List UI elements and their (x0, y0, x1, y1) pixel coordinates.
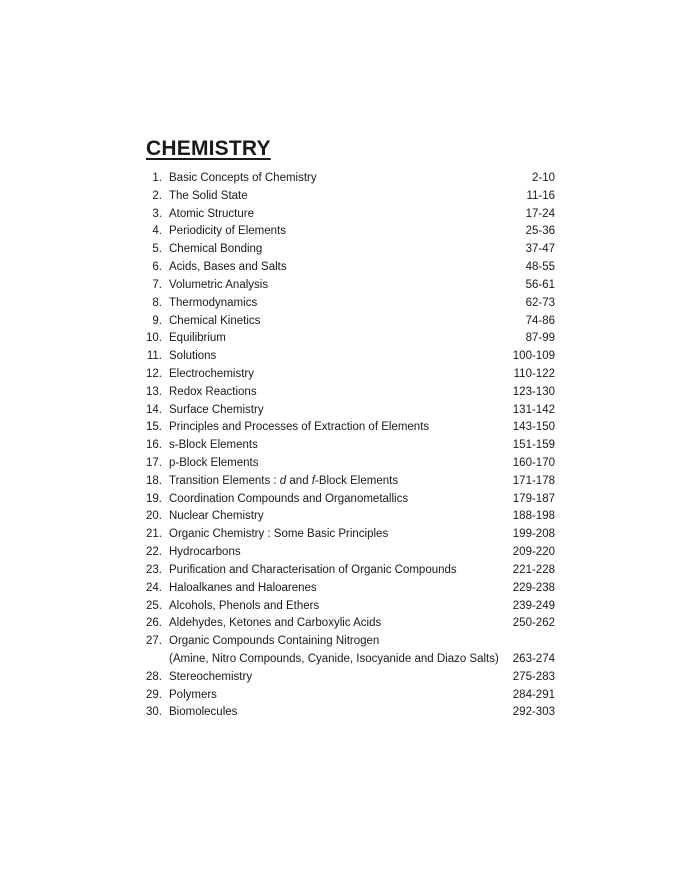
toc-row (146, 508, 555, 526)
chapter-pages: 37-47 (525, 243, 555, 256)
toc-row-continuation (146, 651, 555, 669)
chapter-pages: 221-228 (512, 563, 555, 576)
chapter-pages: 171-178 (512, 474, 555, 487)
chapter-title: Redox Reactions (169, 385, 257, 398)
chapter-number: 26. (146, 617, 162, 630)
chapter-title: Coordination Compounds and Organometallics (169, 492, 409, 505)
chapter-title: Nuclear Chemistry (169, 510, 264, 523)
chapter-title: Surface Chemistry (169, 403, 264, 416)
chapter-number: 20. (146, 510, 162, 523)
toc-row (146, 170, 555, 188)
toc-row (146, 580, 555, 598)
chapter-title: Alcohols, Phenols and Ethers (169, 599, 320, 612)
chapter-number: 24. (146, 581, 162, 594)
chapter-title: Acids, Bases and Salts (169, 261, 287, 274)
chapter-pages: 2-10 (531, 172, 555, 184)
chapter-pages: 143-150 (512, 421, 555, 434)
chapter-number: 3. (152, 207, 162, 220)
chapter-title: Organic Compounds Containing Nitrogen (169, 635, 380, 648)
chapter-number: 1. (152, 172, 162, 184)
chapter-title: Periodicity of Elements (169, 225, 286, 238)
chapter-title-italic-f: f (311, 474, 315, 487)
chapter-pages: 48-55 (525, 261, 555, 274)
toc-row (146, 419, 555, 437)
table-of-contents (146, 170, 555, 722)
chapter-title-italic-d: d (279, 474, 287, 487)
chapter-number: 14. (146, 403, 162, 416)
chapter-pages: 229-238 (512, 581, 555, 594)
chapter-title: Solutions (169, 350, 217, 363)
chapter-number: 30. (146, 706, 162, 719)
chapter-number: 15. (146, 421, 162, 434)
toc-row (146, 295, 555, 313)
toc-row (146, 633, 555, 651)
chapter-number: 21. (146, 528, 162, 541)
toc-row (146, 384, 555, 402)
chapter-number: 11. (146, 350, 162, 363)
chapter-number: 6. (152, 261, 162, 274)
toc-row (146, 241, 555, 259)
chapter-pages: 100-109 (512, 350, 555, 363)
chapter-pages: 179-187 (512, 492, 555, 505)
chapter-number: 25. (146, 599, 162, 612)
chapter-pages: 239-249 (512, 599, 555, 612)
chapter-title: Electrochemistry (169, 367, 254, 380)
toc-row (146, 402, 555, 420)
chapter-title: Basic Concepts of Chemistry (169, 172, 317, 184)
chapter-number (146, 651, 162, 669)
chapter-title: Chemical Kinetics (169, 314, 261, 327)
chapter-pages: 188-198 (512, 510, 555, 523)
chapter-pages: 275-283 (512, 670, 555, 683)
toc-row (146, 259, 555, 277)
chapter-title: s-Block Elements (169, 439, 258, 452)
toc-row (146, 348, 555, 366)
chapter-number: 7. (152, 278, 162, 291)
chapter-number: 16. (146, 439, 162, 452)
toc-row (146, 313, 555, 331)
chapter-title: Stereochemistry (169, 670, 253, 683)
chapter-pages: 292-303 (512, 706, 555, 719)
toc-row (146, 669, 555, 687)
chapter-pages: 123-130 (512, 385, 555, 398)
chapter-subtitle: (Amine, Nitro Compounds, Cyanide, Isocyanide and Diazo Salts) (169, 652, 499, 665)
chapter-number: 10. (146, 332, 162, 345)
toc-row (146, 366, 555, 384)
chapter-pages: 151-159 (512, 439, 555, 452)
chapter-pages: 17-24 (525, 207, 555, 220)
chapter-number: 28. (146, 670, 162, 683)
chapter-title-part: and (286, 474, 312, 487)
toc-row (146, 206, 555, 224)
toc-row (146, 704, 555, 722)
toc-row (146, 277, 555, 295)
chapter-title: Principles and Processes of Extraction of Elements (169, 421, 430, 434)
chapter-pages: 160-170 (512, 457, 555, 469)
chapter-pages: 87-99 (525, 332, 555, 345)
chapter-number: 27. (146, 635, 162, 648)
chapter-pages: 131-142 (512, 403, 555, 416)
chapter-title: Volumetric Analysis (169, 278, 269, 291)
chapter-title: Chemical Bonding (169, 243, 263, 256)
toc-row (146, 615, 555, 633)
chapter-pages: 263-274 (512, 652, 555, 665)
chapter-title: Organic Chemistry : Some Basic Principles (169, 528, 389, 541)
toc-row (146, 455, 555, 473)
toc-row (146, 188, 555, 206)
chapter-pages: 56-61 (525, 278, 555, 291)
chapter-number: 5. (152, 243, 162, 256)
chapter-number: 19. (146, 492, 162, 505)
toc-row (146, 223, 555, 241)
toc-row (146, 687, 555, 705)
toc-row (146, 330, 555, 348)
chapter-title: Atomic Structure (169, 207, 254, 220)
chapter-number: 12. (146, 367, 162, 380)
chapter-pages: 199-208 (512, 528, 555, 541)
chapter-pages: 284-291 (512, 688, 555, 701)
toc-row (146, 562, 555, 580)
chapter-title: Biomolecules (169, 706, 238, 719)
toc-row (146, 473, 555, 491)
chapter-number: 9. (152, 314, 162, 327)
page-title: CHEMISTRY (146, 137, 271, 160)
chapter-title-part: Transition Elements : (169, 474, 280, 487)
chapter-pages: 62-73 (525, 296, 555, 309)
chapter-pages: 250-262 (512, 617, 555, 630)
chapter-title: The Solid State (169, 189, 248, 202)
chapter-number: 22. (146, 546, 162, 559)
chapter-pages: 11-16 (526, 189, 555, 202)
chapter-pages: 74-86 (525, 314, 555, 327)
chapter-number: 8. (152, 296, 162, 309)
chapter-pages: 110-122 (513, 367, 555, 380)
chapter-pages (505, 633, 555, 651)
chapter-title: Aldehydes, Ketones and Carboxylic Acids (169, 617, 382, 630)
chapter-number: 18. (146, 474, 162, 487)
chapter-title-part: -Block Elements (314, 474, 399, 487)
chapter-title: Hydrocarbons (169, 546, 241, 559)
chapter-number: 2. (152, 189, 162, 202)
toc-row (146, 437, 555, 455)
chapter-title: Haloalkanes and Haloarenes (169, 581, 317, 594)
chapter-number: 23. (146, 563, 162, 576)
chapter-title: Equilibrium (169, 332, 226, 345)
toc-row (146, 526, 555, 544)
chapter-title: Purification and Characterisation of Organic Compounds (169, 563, 457, 576)
chapter-number: 13. (146, 385, 162, 398)
chapter-title (169, 473, 505, 491)
toc-row (146, 544, 555, 562)
chapter-number: 4. (152, 225, 162, 238)
chapter-pages: 209-220 (512, 546, 555, 559)
chapter-title: Polymers (169, 688, 217, 701)
chapter-title: Thermodynamics (169, 296, 258, 309)
chapter-pages: 25-36 (525, 225, 555, 238)
toc-row (146, 491, 555, 509)
chapter-number: 17. (146, 457, 162, 469)
chapter-title: p-Block Elements (169, 457, 259, 469)
chapter-number: 29. (146, 688, 162, 701)
toc-row (146, 598, 555, 616)
